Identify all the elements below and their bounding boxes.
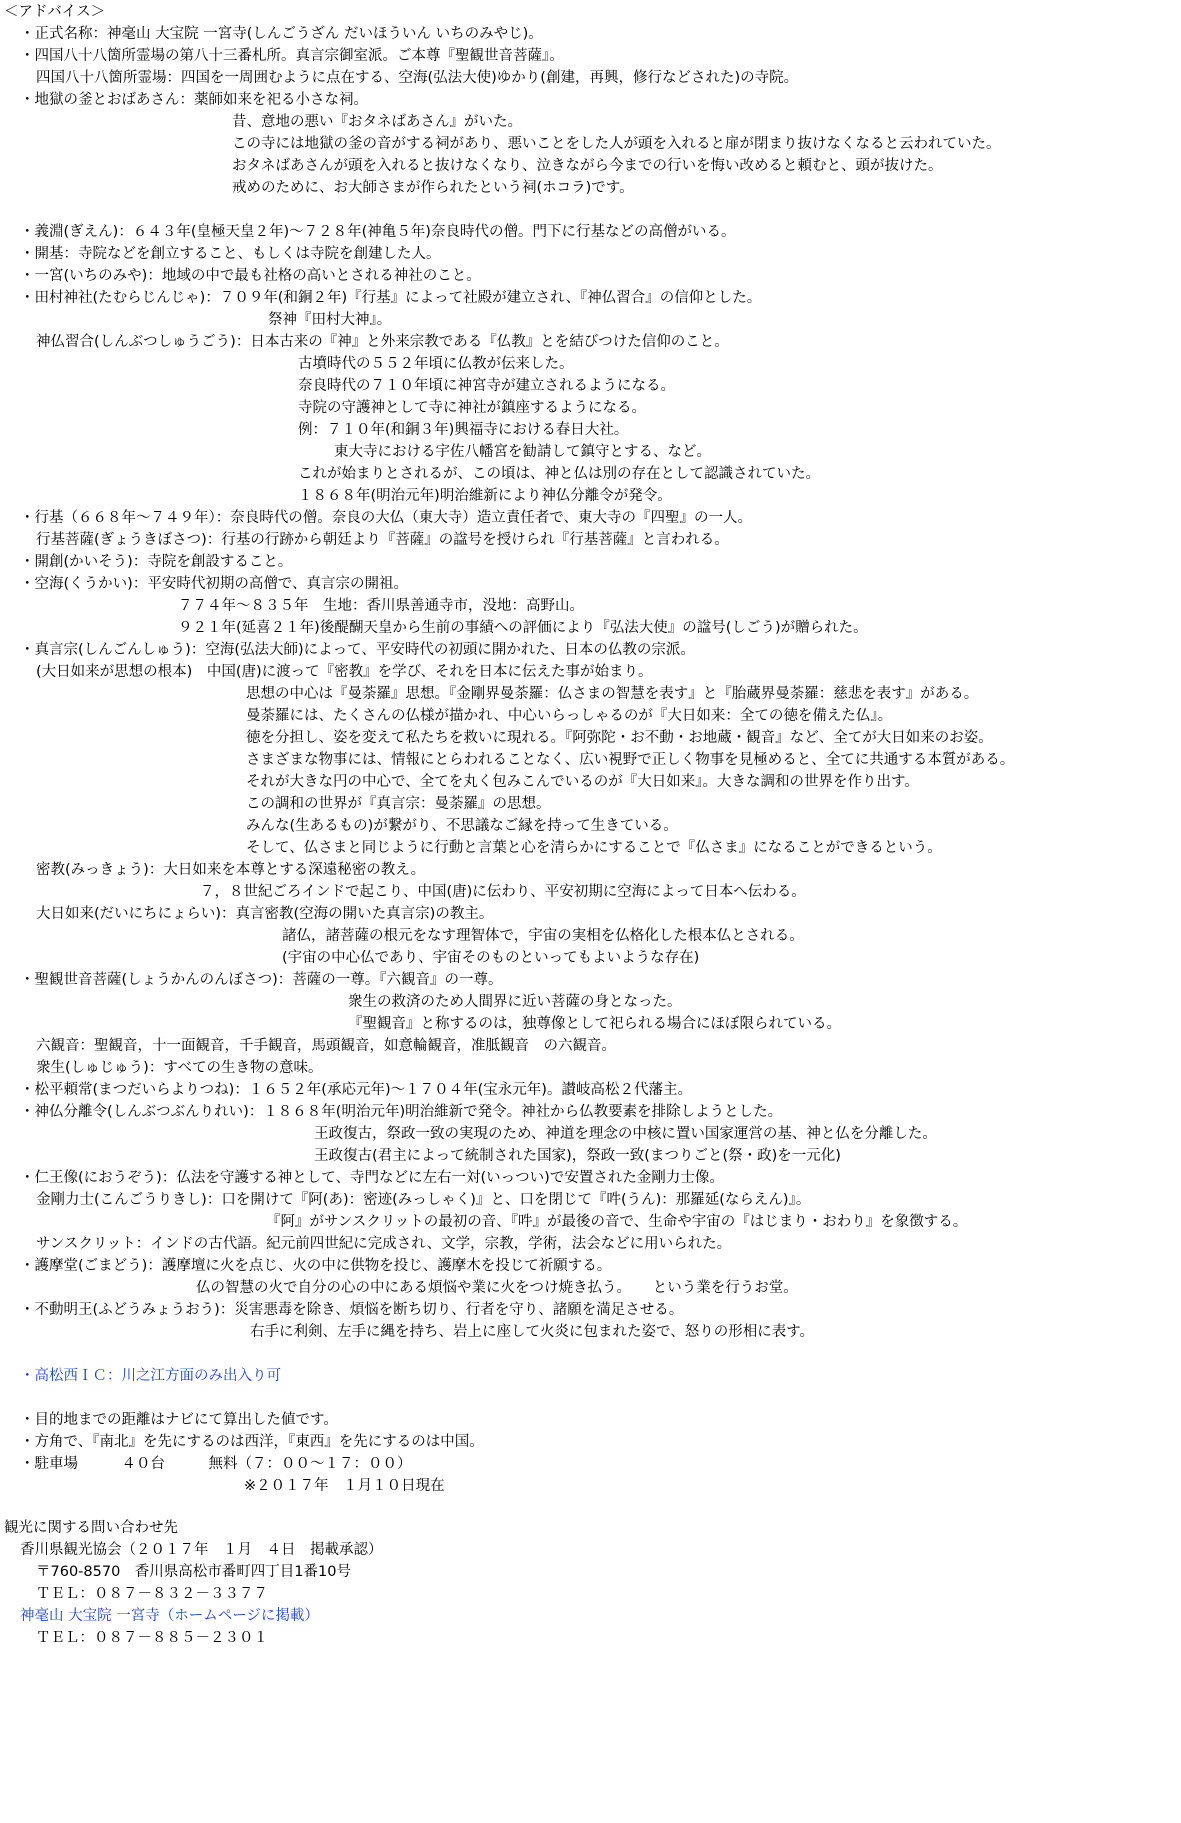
text-line: ・聖観世音菩薩(しょうかんのんぼさつ)：菩薩の一尊。『六観音』の一尊。 — [20, 972, 503, 988]
text-line: ・神仏分離令(しんぶつぶんりれい)：１８６８年(明治元年)明治維新で発令。神社から仏教要素を排除しようとした。 — [20, 1104, 783, 1120]
text-line: ７，８世紀ごろインドで起こり、中国(唐)に伝わり、平安初期に空海によって日本へ伝わる。 — [200, 884, 806, 900]
text-line: それが大きな円の中心で、全てを丸く包みこんでいるのが『大日如来』。大きな調和の世界を作り出す。 — [246, 774, 919, 790]
text-line: 祭神『田村大神』。 — [268, 312, 392, 328]
text-line: 徳を分担し、姿を変えて私たちを救いに現れる。『阿弥陀・お不動・お地蔵・観音』など、全てが大日如来のお姿。 — [246, 730, 993, 746]
text-line: 諸仏，諸菩薩の根元をなす理智体で，宇宙の実相を仏格化した根本仏とされる。 — [282, 928, 804, 944]
contact-heading: 観光に関する問い合わせ先 — [4, 1520, 178, 1536]
text-line: この寺には地獄の釜の音がする祠があり、悪いことをした人が頭を入れると扉が閉まり抜けなくなると云われていた。 — [232, 136, 1001, 152]
text-line: ・一宮(いちのみや)：地域の中で最も社格の高いとされる神社のこと。 — [20, 268, 481, 284]
text-line: (宇宙の中心仏であり、宇宙そのものといってもよいような存在) — [282, 950, 700, 966]
text-line: ・義淵(ぎえん)：６４３年(皇極天皇２年)～７２８年(神亀５年)奈良時代の僧。門下に行基などの高僧がいる。 — [20, 224, 736, 240]
text-line: 曼荼羅には、たくさんの仏様が描かれ、中心いらっしゃるのが『大日如来：全ての徳を備えた仏』。 — [246, 708, 893, 724]
temple-link[interactable]: 神毫山 大宝院 一宮寺（ホームページに掲載） — [20, 1608, 319, 1624]
text-line: 金剛力士(こんごうりきし)：口を開けて『阿(あ)：密迹(みっしゃく)』と、口を閉じて『吽(うん)：那羅延(ならえん)』。 — [36, 1192, 811, 1208]
text-line: 行基菩薩(ぎょうきぼさつ)：行基の行跡から朝廷より『菩薩』の諡号を授けられ『行基菩薩』と言われる。 — [36, 532, 729, 548]
text-line: ・空海(くうかい)：平安時代初期の高僧で、真言宗の開祖。 — [20, 576, 409, 592]
temple-tel: ＴＥＬ：０８７－８８５－２３０１ — [36, 1630, 268, 1646]
text-line: 『聖観音』と称するのは，独尊像として祀られる場合にほぼ限られている。 — [348, 1016, 841, 1032]
text-line: ・田村神社(たむらじんじゃ)：７０９年(和銅２年)『行基』によって社殿が建立され、『神仏習合』の信仰とした。 — [20, 290, 762, 306]
parking-date: ※２０１７年 １月１０日現在 — [244, 1478, 445, 1494]
text-line: そして、仏さまと同じように行動と言葉と心を清らかにすることで『仏さま』になることができるという。 — [246, 840, 942, 856]
text-line: ・松平頼常(まつだいらよりつね)：１６５２年(承応元年)～１７０４年(宝永元年)。讃岐高松２代藩主。 — [20, 1082, 692, 1098]
text-line: 東大寺における宇佐八幡宮を勧請して鎮守とする、など。 — [334, 444, 711, 460]
text-line: ・仁王像(におうぞう)：仏法を守護する神として、寺門などに左右一対(いっつい)で安置された金剛力士像。 — [20, 1170, 724, 1186]
text-line: おタネばあさんが頭を入れると抜けなくなり、泣きながら今までの行いを悔い改めると頼むと、頭が抜けた。 — [232, 158, 943, 174]
text-line: 王政復古(君主によって統制された国家)，祭政一致(まつりごと(祭・政)を一元化) — [314, 1148, 841, 1164]
text-line: ７７４年～８３５年 生地：香川県善通寺市，没地：高野山。 — [178, 598, 584, 614]
text-line: ・真言宗(しんごんしゅう)：空海(弘法大師)によって、平安時代の初頭に開かれた、日本の仏教の宗派。 — [20, 642, 695, 658]
text-line: 衆生の救済のため人間界に近い菩薩の身となった。 — [348, 994, 682, 1010]
text-line: 『阿』がサンスクリットの最初の音、『吽』が最後の音で、生命や宇宙の『はじまり・おわり』を象徴する。 — [266, 1214, 968, 1230]
interchange-note: ・高松西ＩＣ：川之江方面のみ出入り可 — [20, 1368, 281, 1384]
section-heading: ＜アドバイス＞ — [4, 4, 106, 20]
text-line: ・行基（６６８年～７４９年）：奈良時代の僧。奈良の大仏（東大寺）造立責任者で、東大寺の『四聖』の一人。 — [20, 510, 752, 526]
text-line: みんな(生あるもの)が繋がり、不思議なご縁を持って生きている。 — [246, 818, 678, 834]
text-line: これが始まりとされるが、この頃は、神と仏は別の存在として認識されていた。 — [298, 466, 820, 482]
text-line: 古墳時代の５５２年頃に仏教が伝来した。 — [298, 356, 574, 372]
text-line: 六観音：聖観音，十一面観音，千手観音，馬頭観音，如意輪観音，准胝観音 の六観音。 — [36, 1038, 616, 1054]
text-line: ・四国八十八箇所霊場の第八十三番札所。真言宗御室派。ご本尊『聖観世音菩薩』。 — [20, 48, 564, 64]
text-line: ・開創(かいそう)：寺院を創設すること。 — [20, 554, 293, 570]
contact-org: 香川県観光協会（２０１７年 １月 ４日 掲載承認） — [20, 1542, 383, 1558]
text-line: ・開基：寺院などを創立すること、もしくは寺院を創建した人。 — [20, 246, 441, 262]
text-line: 戒めのために、お大師さまが作られたという祠(ホコラ)です。 — [232, 180, 634, 196]
text-line: 王政復古，祭政一致の実現のため、神道を理念の中核に置い国家運営の基、神と仏を分離した。 — [314, 1126, 937, 1142]
text-line: 密教(みっきょう)：大日如来を本尊とする深遠秘密の教え。 — [36, 862, 426, 878]
text-line: (大日如来が思想の根本) 中国(唐)に渡って『密教』を学び、それを日本に伝えた事が始まり。 — [36, 664, 653, 680]
text-line: この調和の世界が『真言宗：曼荼羅』の思想。 — [246, 796, 551, 812]
text-line: 昔、意地の悪い『おタネばあさん』がいた。 — [232, 114, 522, 130]
parking-info: ・駐車場 ４０台 無料（７：００～１７：００） — [20, 1456, 412, 1472]
text-line: さまざまな物事には、情報にとらわれることなく、広い視野で正しく物事を見極めると、全てに共通する本質がある。 — [246, 752, 1015, 768]
text-line: ９２１年(延喜２１年)後醍醐天皇から生前の事績への評価により『弘法大使』の諡号(しごう)が贈られた。 — [178, 620, 868, 636]
contact-address: 〒760-8570 香川県高松市番町四丁目1番10号 — [36, 1564, 351, 1580]
text-line: 仏の智慧の火で自分の心の中にある煩悩や業に火をつけ焼き払う。 という業を行うお堂。 — [196, 1280, 798, 1296]
text-line: ・不動明王(ふどうみょうおう)：災害悪毒を除き、煩悩を断ち切り、行者を守り、諸願を満足させる。 — [20, 1302, 684, 1318]
text-line: ・地獄の釜とおばあさん：薬師如来を祀る小さな祠。 — [20, 92, 368, 108]
contact-tel: ＴＥＬ：０８７－８３２－３３７７ — [36, 1586, 268, 1602]
text-line: ・目的地までの距離はナビにて算出した値です。 — [20, 1412, 338, 1428]
text-line: ・正式名称：神毫山 大宝院 一宮寺(しんごうざん だいほういん いちのみやじ)。 — [20, 26, 543, 42]
text-line: 大日如来(だいにちにょらい)：真言密教(空海の開いた真言宗)の教主。 — [36, 906, 494, 922]
text-line: １８６８年(明治元年)明治維新により神仏分離令が発令。 — [298, 488, 672, 504]
text-line: ・方角で、『南北』を先にするのは西洋，『東西』を先にするのは中国。 — [20, 1434, 484, 1450]
text-line: 思想の中心は『曼荼羅』思想。『金剛界曼荼羅：仏さまの智慧を表す』と『胎蔵界曼荼羅：慈悲を表す』がある。 — [246, 686, 979, 702]
text-line: サンスクリット：インドの古代語。紀元前四世紀に完成され、文学，宗教，学術，法会などに用いられた。 — [36, 1236, 732, 1252]
text-line: 衆生(しゅじゅう)：すべての生き物の意味。 — [36, 1060, 323, 1076]
text-line: 四国八十八箇所霊場：四国を一周囲むように点在する、空海(弘法大使)ゆかり(創建，再興，修行などされた)の寺院。 — [36, 70, 799, 86]
text-line: 奈良時代の７１０年頃に神宮寺が建立されるようになる。 — [298, 378, 675, 394]
text-line: 寺院の守護神として寺に神社が鎮座するようになる。 — [298, 400, 646, 416]
text-line: 神仏習合(しんぶつしゅうごう)：日本古来の『神』と外来宗教である『仏教』とを結びつけた信仰のこと。 — [36, 334, 729, 350]
text-line: 例：７１０年(和銅３年)興福寺における春日大社。 — [298, 422, 629, 438]
text-line: ・護摩堂(ごまどう)：護摩壇に火を点じ、火の中に供物を投じ、護摩木を投じて祈願する。 — [20, 1258, 612, 1274]
text-line: 右手に利剣、左手に縄を持ち、岩上に座して火炎に包まれた姿で、怒りの形相に表す。 — [250, 1324, 815, 1340]
